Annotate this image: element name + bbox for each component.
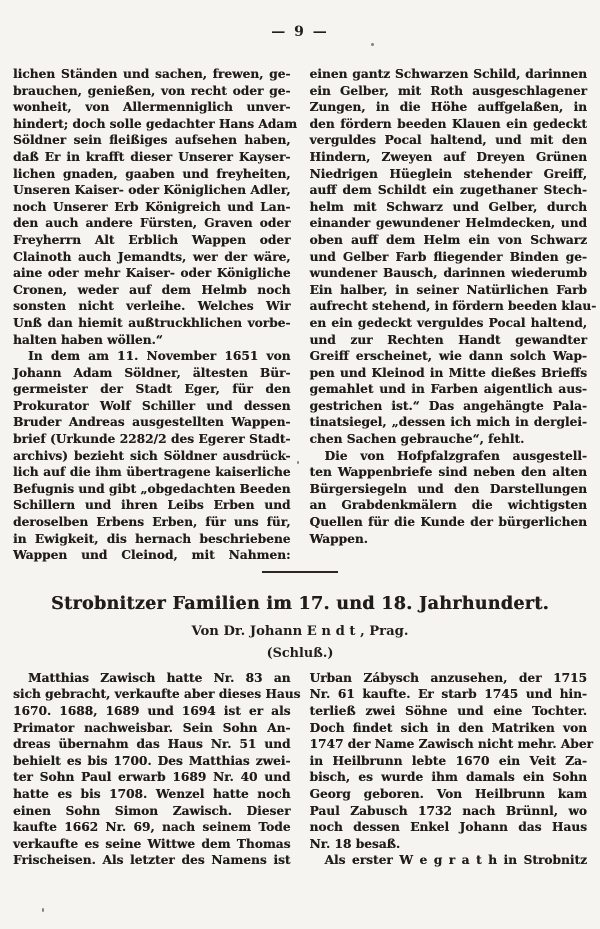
text-line: und Gelber Farb fliegender Binden ge-: [309, 249, 587, 264]
text-line: Unß dan hiemit außtruckhlichen vorbe-: [13, 315, 291, 330]
text-line: in Heilbrunn lebte 1670 ein Veit Za-: [309, 753, 587, 768]
text-line: auff dem Schildt ein zugethaner Stech-: [309, 183, 587, 198]
text-line: chen Sachen gebrauche“, fehlt.: [309, 432, 525, 447]
text-line: einen gantz Schwarzen Schild, darinnen: [309, 67, 587, 81]
text-line: Die von Hofpfalzgrafen ausgestell-: [324, 448, 587, 463]
text-line: Frischeisen. Als letzter des Namens ist: [13, 853, 291, 868]
text-line: verkaufte es seine Wittwe dem Thomas: [13, 836, 291, 851]
article-title: Strobnitzer Familien im 17. und 18. Jahrhundert.: [51, 593, 549, 614]
text-line: tinatsiegel, „dessen ich mich in derglei-: [309, 415, 587, 430]
text-line: Söldner sein fleißiges aufsehen haben,: [13, 133, 291, 148]
section-divider-rule: [262, 571, 338, 573]
text-line: sonsten nicht verleihe. Welches Wir: [13, 299, 291, 314]
text-line: in Ewigkeit, dis hernach beschriebene: [13, 531, 291, 546]
text-line: Als erster W e g r a t h in Strobnitz: [324, 853, 587, 868]
text-line: wundener Bausch, darinnen wiederumb: [309, 266, 587, 281]
text-line: ter Sohn Paul erwarb 1689 Nr. 40 und: [13, 770, 291, 785]
text-line: Nr. 18 besaß.: [309, 836, 401, 851]
article-top-left-column: [13, 66, 298, 564]
text-line: aine oder mehr Kaiser- oder Königliche: [13, 266, 291, 281]
article-top-right-column: [309, 66, 597, 564]
text-line: Prokurator Wolf Schiller und dessen: [13, 398, 291, 413]
text-line: Doch findet sich in den Matriken von: [309, 720, 587, 735]
text-line: den fördern beeden Klauen ein gedeckt: [309, 116, 587, 131]
text-line: Matthias Zawisch hatte Nr. 83 an: [28, 670, 291, 685]
text-line: einen Sohn Simon Zawisch. Dieser: [13, 803, 291, 818]
text-line: aufrecht stehend, in fördern beeden klau-: [309, 299, 597, 314]
text-line: einander gewundener Helmdecken, und: [309, 216, 587, 231]
scan-artifact-dot: [42, 908, 44, 912]
text-line: lichen Ständen und sachen, frewen, ge-: [13, 67, 291, 81]
text-line: den auch andere Fürsten, Graven oder: [13, 216, 291, 231]
text-line: daß Er in krafft dieser Unserer Kayser-: [13, 149, 291, 164]
text-line: ten Wappenbriefe sind neben den alten: [309, 465, 587, 480]
scan-artifact-dot: [297, 461, 299, 464]
text-line: en ein gedeckt verguldes Pocal haltend,: [309, 315, 587, 330]
text-line: Georg geboren. Von Heilbrunn kam: [309, 786, 587, 801]
text-line: Bruder Andreas ausgestellten Wappen-: [13, 415, 291, 430]
text-line: halten haben wöllen.“: [13, 332, 163, 347]
text-line: brief (Urkunde 2282/2 des Egerer Stadt-: [13, 432, 291, 447]
text-line: Clainoth auch Jemandts, wer der wäre,: [13, 249, 291, 264]
text-line: archivs) bezieht sich Söldner ausdrück-: [13, 448, 291, 463]
text-line: 1747 der Name Zawisch nicht mehr. Aber: [309, 737, 593, 752]
text-line: helm mit Schwarz und Gelber, durch: [309, 199, 587, 214]
text-line: germeister der Stadt Eger, für den: [13, 382, 291, 397]
text-line: gestrichen ist.“ Das angehängte Pala-: [309, 398, 587, 413]
text-line: Freyherrn Alt Erblich Wappen oder: [13, 232, 291, 247]
text-line: Ein halber, in seiner Natürlichen Farb: [309, 282, 587, 297]
text-line: Wappen und Cleinod, mit Nahmen:: [13, 548, 291, 563]
text-line: Quellen für die Kunde der bürgerlichen: [309, 515, 587, 530]
text-line: Unseren Kaiser- oder Königlichen Adler,: [13, 183, 291, 198]
article-main-right-column: [309, 670, 593, 869]
text-line: terließ zwei Söhne und eine Tochter.: [309, 704, 587, 718]
text-line: brauchen, genießen, von recht oder ge-: [13, 83, 291, 98]
text-line: Johann Adam Söldner, ältesten Bür-: [13, 365, 291, 380]
text-line: lichen gnaden, gaaben und freyheiten,: [13, 166, 291, 181]
text-line: wonheit, von Allermenniglich unver-: [13, 100, 291, 115]
text-line: sich gebracht, verkaufte aber dieses Haus: [13, 687, 301, 702]
article-byline: Von Dr. Johann E n d t , Prag.: [191, 623, 409, 639]
text-line: kaufte 1662 Nr. 69, nach seinem Tode: [13, 820, 291, 835]
text-line: lich auf die ihm übertragene kaiserliche: [13, 465, 291, 480]
text-line: In dem am 11. November 1651 von: [28, 349, 291, 364]
text-line: ein Gelber, mit Roth ausgeschlagener: [309, 83, 587, 98]
text-line: verguldes Pocal haltend, und mit den: [309, 133, 587, 148]
text-line: noch Unserer Erb Königreich und Lan-: [13, 199, 291, 214]
text-line: Nr. 61 kaufte. Er starb 1745 und hin-: [309, 687, 587, 702]
text-line: Wappen.: [309, 531, 368, 546]
article-main-left-column: [13, 670, 301, 869]
text-line: Greiff erscheinet, wie dann solch Wap-: [309, 349, 587, 364]
text-line: oben auff dem Helm ein von Schwarz: [309, 232, 587, 247]
page-number: — 9 —: [271, 24, 329, 40]
text-line: Paul Zabusch 1732 nach Brünnl, wo: [309, 803, 587, 818]
text-line: Befugnis und gibt „obgedachten Beeden: [13, 481, 291, 496]
document-page: [0, 24, 600, 869]
article-top-columns: [0, 66, 600, 564]
text-line: Primator nachweisbar. Sein Sohn An-: [13, 720, 291, 735]
article-main-columns: [0, 670, 600, 869]
text-line: Bürgersiegeln und den Darstellungen: [309, 481, 587, 496]
text-line: Niedrigen Hüeglein stehender Greiff,: [309, 166, 587, 181]
text-line: hatte es bis 1708. Wenzel hatte noch: [13, 786, 291, 801]
text-line: behielt es bis 1700. Des Matthias zwei-: [13, 753, 291, 768]
text-line: Zungen, in die Höhe auffgelaßen, in: [309, 100, 587, 115]
text-line: hindert; doch solle gedachter Hans Adam: [13, 116, 298, 131]
text-line: dreas übernahm das Haus Nr. 51 und: [13, 737, 291, 752]
text-line: bisch, es wurde ihm damals ein Sohn: [309, 770, 587, 785]
text-line: an Grabdenkmälern die wichtigsten: [309, 498, 587, 513]
text-line: pen und Kleinod in Mitte dießes Brieffs: [309, 365, 587, 380]
text-line: Hindern, Zweyen auf Dreyen Grünen: [309, 149, 587, 164]
text-line: noch dessen Enkel Johann das Haus: [309, 820, 587, 835]
article-subtitle: (Schluß.): [266, 645, 334, 661]
text-line: deroselben Erbens Erben, für uns für,: [13, 515, 291, 530]
text-line: Cronen, weder auf dem Helmb noch: [13, 282, 291, 297]
text-line: 1670. 1688, 1689 und 1694 ist er als: [13, 704, 291, 718]
text-line: und zur Rechten Handt gewandter: [309, 332, 587, 347]
text-line: gemahlet und in Farben aigentlich aus-: [309, 382, 587, 397]
text-line: Urban Zábysch anzusehen, der 1715: [309, 670, 587, 685]
text-line: Schillern und ihren Leibs Erben und: [13, 498, 291, 513]
scan-artifact-dot: [371, 43, 374, 46]
